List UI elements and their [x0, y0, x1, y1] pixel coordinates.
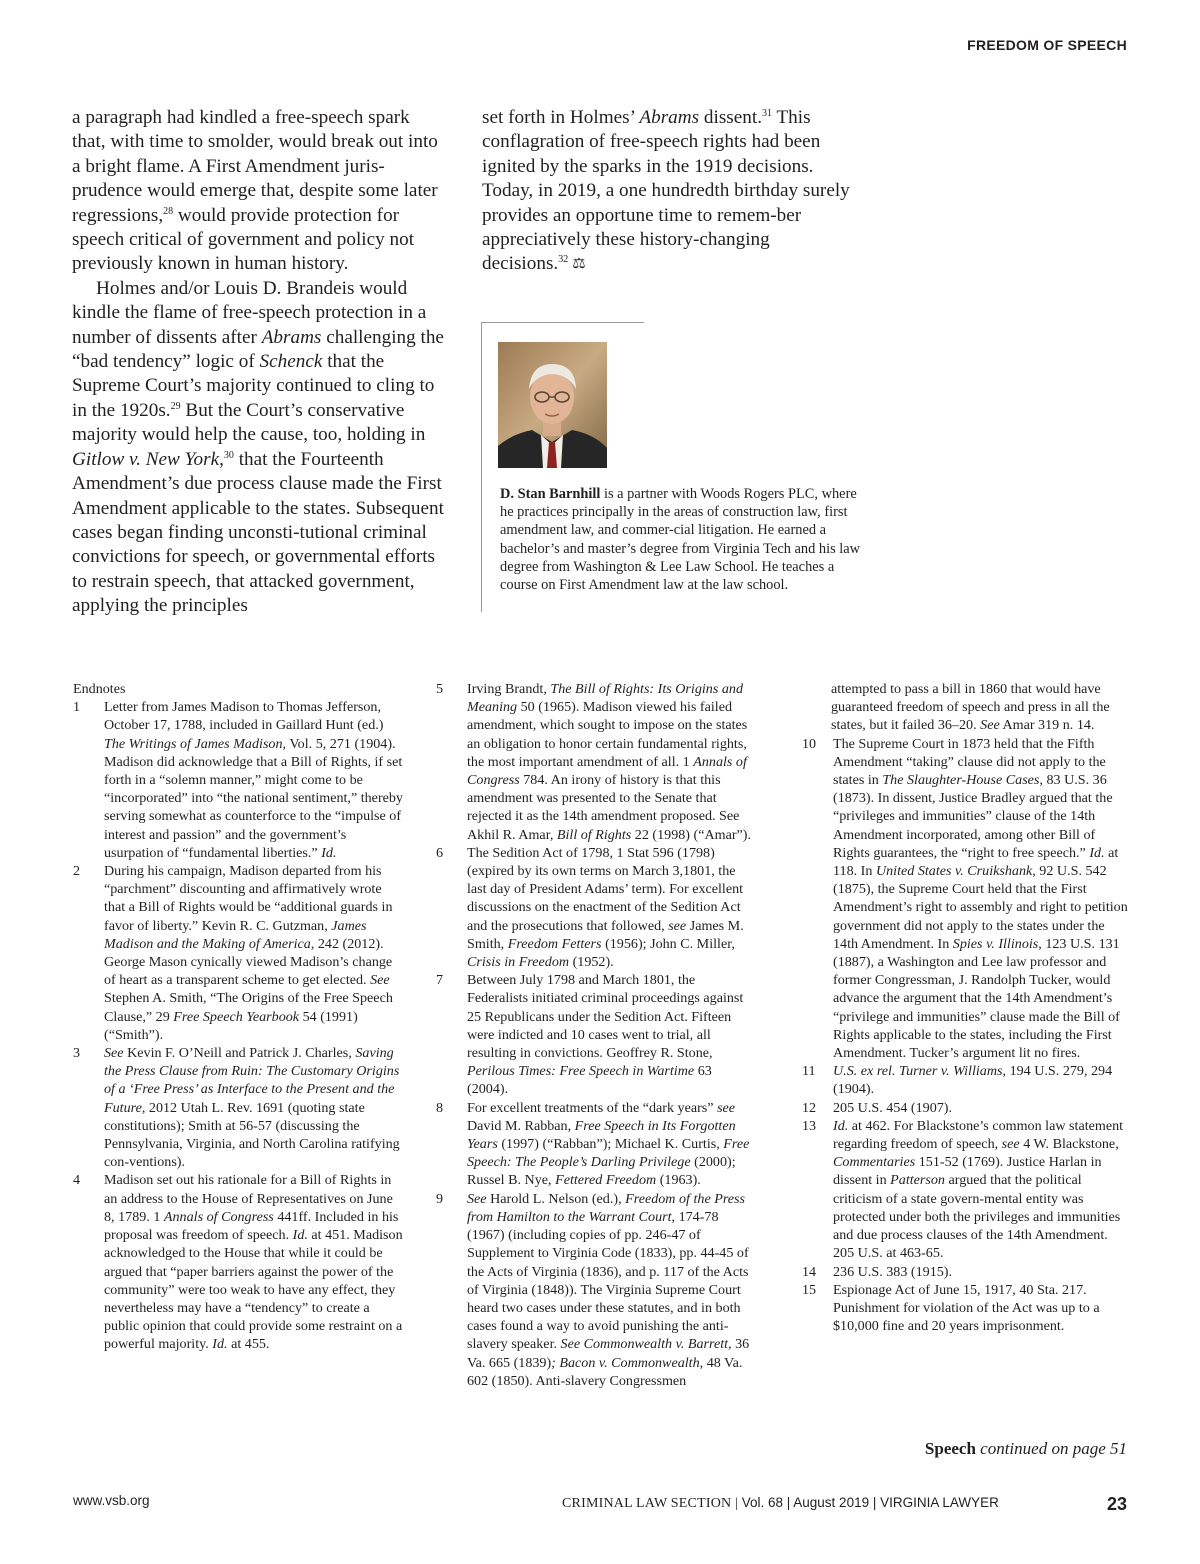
endnote: 8 For excellent treatments of the “dark years” see David M. Rabban, Free Speech in Its Forgotten Years (1997) (“Rabban”); Michael K. Curtis, Free Speech: The People’s Darling Privilege (2000); Russel B. Nye, Fettered Freedom (1963).: [436, 1099, 750, 1189]
endnote-number: 14: [802, 1263, 817, 1280]
endnotes-column-3: [802, 680, 1130, 1335]
article-column-right: [482, 106, 854, 277]
article-paragraph: Holmes and/or Louis D. Brandeis would kindle the flame of free-speech protection in a number of dissents after Abrams challenging the “bad tendency” logic of Schenck that the Supreme Court’s majority continued to cling to in the 1920s.$^{29}$ But the Court’s conservative majority would help the cause, too, holding in Gitlow v. New York,$^{30}$ that the Fourteenth Amendment’s due process clause made the First Amendment applicable to the states. Subsequent cases began finding unconsti-tutional criminal convictions for speech, or governmental efforts to restrain speech, that attacked government, applying the principles: [72, 277, 444, 617]
endnote-number: 2: [73, 863, 81, 880]
footer-website-link[interactable]: www.vsb.org: [73, 1493, 150, 1508]
author-photo: [498, 342, 607, 468]
section-label: FREEDOM OF SPEECH: [967, 37, 1127, 53]
footnote-ref[interactable]: 32: [558, 254, 569, 266]
endnotes-column-2: [436, 680, 754, 1390]
continued-jump-line[interactable]: Speech continued on page 51: [924, 1439, 1127, 1458]
bio-box-top-rule: [481, 322, 644, 323]
endnote: 10 The Supreme Court in 1873 held that the Fifth Amendment “taking” clause did not apply to the states in The Slaughter-House Cases, 83 U.S. 36 (1873). In dissent, Justice Bradley argued that the “privileges and immunities” clause of the 14th Amendment incorporated, among other Bill of Rights guarantees, the “right to free speech.” Id. at 118. In United States v. Cruikshank, 92 U.S. 542 (1875), the Supreme Court held that the First Amendment’s right to assembly and right to petition government did not apply to the states under the 14th Amendment. In Spies v. Illinois, 123 U.S. 131 (1887), a Washington and Lee law professor and former Congressman, J. Randolph Tucker, would advance the argument that the 14th Amendment’s “privilege and immunities” clause made the Bill of Rights applicable to the states, including the First Amendment. Tucker’s argument lit no fires.: [802, 735, 1128, 1062]
endnote-continuation: attempted to pass a bill in 1860 that would have guaranteed freedom of speech and press in all the states, but it failed 36–20. See Amar 319 n. 14.: [831, 681, 1110, 734]
endnote: 14 236 U.S. 383 (1915).: [802, 1263, 953, 1280]
endnote-number: 15: [802, 1281, 817, 1298]
endnote-number: 10: [802, 735, 817, 752]
article-paragraph: a paragraph had kindled a free-speech spark that, with time to smolder, would break out into a bright flame. A First Amendment juris-prudence would emerge that, despite some later regressions,$^{28}$ would provide protection for speech critical of government and policy not previously known in human history.: [72, 107, 438, 275]
endnote: 13 Id. at 462. For Blackstone’s common law statement regarding freedom of speech, see 4 W. Blackstone, Commentaries 151-52 (1769). Justice Harlan in dissent in Patterson argued that the political criticism of a state govern-mental entity was protected under both the privileges and immunities and due process clauses of the 14th Amendment. 205 U.S. at 463-65.: [802, 1117, 1124, 1262]
bio-box-left-rule: [481, 322, 482, 612]
footnote-ref[interactable]: 31: [762, 108, 772, 119]
endnote-number: 1: [73, 699, 81, 716]
endnote-number: 4: [73, 1172, 81, 1189]
page-number: 23: [1106, 1494, 1127, 1514]
endnote: 11 U.S. ex rel. Turner v. Williams, 194 U.S. 279, 294 (1904).: [802, 1063, 1113, 1098]
footnote-ref[interactable]: 30: [223, 449, 234, 461]
author-bio: D. Stan Barnhill is a partner with Woods Rogers PLC, where he practices principally in the areas of construction law, first amendment law, and commer-cial litigation. He earned a bachelor’s and master’s degree from Virginia Tech and his law degree from Washington & Lee Law School. He teaches a course on First Amendment law at the law school.: [500, 486, 861, 594]
article-column-left: [72, 106, 448, 619]
endnote: 6 The Sedition Act of 1798, 1 Stat 596 (1798) (expired by its own terms on March 3,1801, the last day of President Adams’ term). For excellent discussions on the enactment of the Sedition Act and the prosecutions that followed, see James M. Smith, Freedom Fetters (1956); John C. Miller, Crisis in Freedom (1952).: [436, 844, 744, 971]
endnote-number: 13: [802, 1117, 817, 1134]
endnote-number: 3: [73, 1045, 81, 1062]
endnote: 7 Between July 1798 and March 1801, the Federalists initiated criminal proceedings against 25 Republicans under the Sedition Act. Fifteen were indicted and 10 cases went to trial, all resulting in convictions. Geoffrey R. Stone, Perilous Times: Free Speech in Wartime 63 (2004).: [436, 972, 744, 1098]
footer-publication-info: CRIMINAL LAW SECTION | Vol. 68 | August 2019 | VIRGINIA LAWYER: [562, 1495, 999, 1511]
endnotes-heading: Endnotes: [73, 681, 126, 697]
endnote: 5 Irving Brandt, The Bill of Rights: Its Origins and Meaning 50 (1965). Madison viewed his failed amendment, which sought to impose on the states an obligation to honor certain fundamental rights, the most important amendment of all. 1 Annals of Congress 784. An irony of history is that this amendment was presented to the Senate that rejected it as the 14th amendment proposed. See Akhil R. Amar, Bill of Rights 22 (1998) (“Amar”).: [436, 681, 752, 843]
endnote: 12 205 U.S. 454 (1907).: [802, 1099, 953, 1116]
endnote-number: 5: [436, 681, 444, 697]
endnote: 15 Espionage Act of June 15, 1917, 40 Sta. 217. Punishment for violation of the Act was up to a $10,000 fine and 20 years imprisonment.: [802, 1281, 1100, 1335]
footnote-ref[interactable]: 29: [170, 400, 181, 412]
endnote-number: 6: [436, 844, 444, 861]
endnote-number: 9: [436, 1190, 444, 1207]
author-name: D. Stan Barnhill: [500, 486, 601, 502]
endnote-number: 8: [436, 1099, 444, 1116]
endnote-number: 12: [802, 1099, 817, 1116]
endnote: 3 See Kevin F. O’Neill and Patrick J. Charles, Saving the Press Clause from Ruin: The Customary Origins of a ‘Free Press’ as Interface to the Present and the Future, 2012 Utah L. Rev. 1691 (quoting state constitutions); Smith at 56-57 (discussing the Pennsylvania, Virginia, and North Carolina ratifying con-ventions).: [73, 1045, 400, 1171]
endnote: 9 See Harold L. Nelson (ed.), Freedom of the Press from Hamilton to the Warrant Court, 174-78 (1967) (including copies of pp. 246-47 of Supplement to Virginia Code (1833), pp. 44-45 of the Acts of Virginia (1836), and p. 117 of the Acts of Virginia (1848)). The Virginia Supreme Court heard two cases under these statutes, and in both cases found a way to avoid punishing the anti-slavery speaker. See Commonwealth v. Barrett, 36 Va. 665 (1839); Bacon v. Commonwealth, 48 Va. 602 (1850). Anti-slavery Congressmen: [436, 1190, 750, 1389]
scales-of-justice-icon: ⚖: [572, 256, 586, 273]
article-paragraph: set forth in Holmes’ Abrams dissent.$^{31}$ This conflagration of free-speech rights had been ignited by the sparks in the 1919 decisions. Today, in 2019, a one hundredth birthday surely provides an opportune time to remem-ber appreciatively these history-changing decisions.$^{32}$ ⚖: [482, 107, 850, 275]
endnote: 4 Madison set out his rationale for a Bill of Rights in an address to the House of Representatives on June 8, 1789. 1 Annals of Congress 441ff. Included in his proposal was freedom of speech. Id. at 451. Madison acknowledged to the House that while it could be argued that “paper barriers against the power of the community” were too weak to have any effect, they nevertheless may have a “tendency” to create a public opinion that could provide some restraint on a powerful majority. Id. at 455.: [73, 1172, 403, 1353]
endnote: 1 Letter from James Madison to Thomas Jefferson, October 17, 1788, included in Gaillard Hunt (ed.) The Writings of James Madison, Vol. 5, 271 (1904). Madison did acknowledge that a Bill of Rights, if set forth in a “solemn manner,” might come to be “incorporated” into “the national sentiment,” thereby serving somewhat as counterforce to the “impulse of interest and passion” and the government’s usurpation of “fundamental liberties.” Id.: [73, 699, 403, 861]
endnote-number: 11: [802, 1063, 816, 1080]
footnote-ref[interactable]: 28: [163, 205, 174, 217]
endnote: 2 During his campaign, Madison departed from his “parchment” discounting and affirmatively wrote that a Bill of Rights would be “additional guards in favor of liberty.” Kevin R. C. Gutzman, James Madison and the Making of America, 242 (2012). George Mason cynically viewed Madison’s change of heart as a transparent scheme to get elected. See Stephen A. Smith, “The Origins of the Free Speech Clause,” 29 Free Speech Yearbook 54 (1991) (“Smith”).: [73, 863, 393, 1043]
endnotes-column-1: [73, 680, 403, 1354]
endnote-number: 7: [436, 972, 444, 989]
author-portrait-icon: [498, 342, 607, 468]
